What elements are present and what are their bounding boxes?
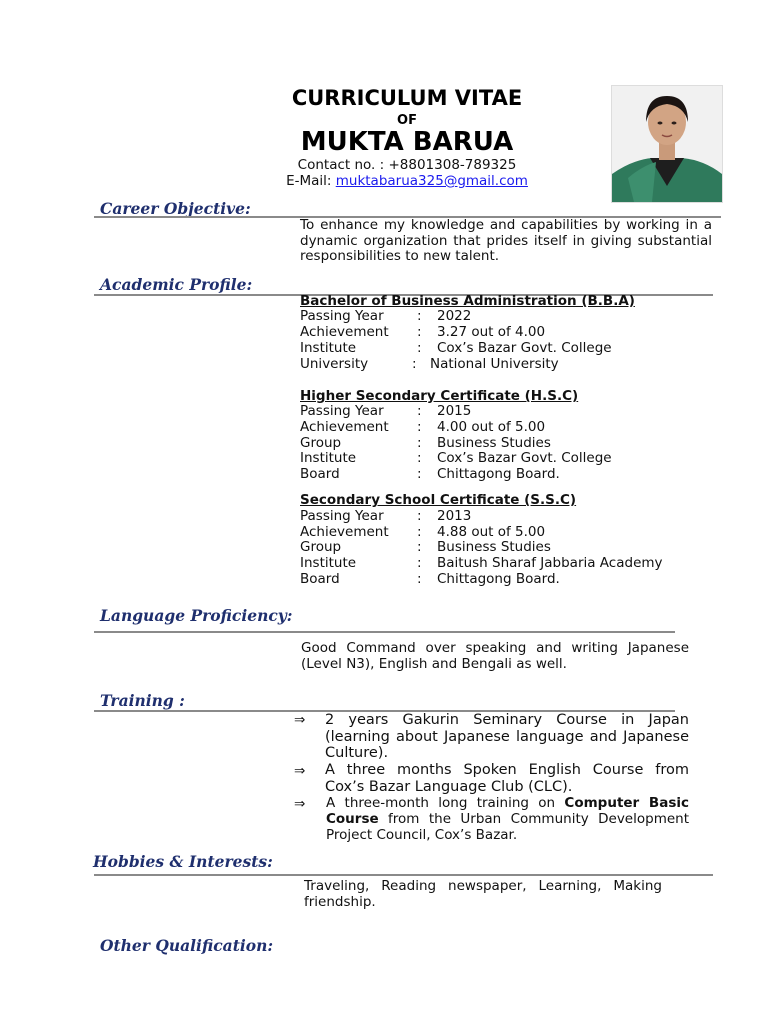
row-key: Institute [300,340,357,356]
career-objective-text: To enhance my knowledge and capabilities by working in a dynamic organization that prides itself in giving substantial responsibilities to new talent. [300,217,712,265]
row-colon: : [417,508,422,524]
applicant-name: MUKTA BARUA [300,127,514,157]
email-label: E-Mail: [286,173,336,189]
row-colon: : [417,308,422,324]
training-text: from the Urban Community Development Project Council, Cox’s Bazar. [326,810,689,843]
row-colon: : [417,524,422,540]
training-item: A three months Spoken English Course from Cox’s Bazar Language Club (CLC). [325,762,689,795]
profile-photo [611,85,723,203]
bullet-arrow-icon: ⇒ [294,763,306,779]
row-key: Passing Year [300,403,384,419]
row-key: Passing Year [300,308,384,324]
cv-title-of: OF [397,113,417,128]
row-key: Passing Year [300,508,384,524]
degree-heading: Bachelor of Business Administration (B.B.A) [300,293,635,309]
row-colon: : [417,340,422,356]
row-value: Cox’s Bazar Govt. College [437,450,612,466]
row-colon: : [417,571,422,587]
row-colon: : [417,324,422,340]
row-key: Group [300,539,342,555]
row-colon: : [417,539,422,555]
divider [94,631,675,633]
row-key: Group [300,435,342,451]
section-academic-profile: Academic Profile: [100,275,253,294]
row-value: 4.88 out of 5.00 [437,524,546,540]
degree-heading: Higher Secondary Certificate (H.S.C) [300,388,579,404]
bullet-arrow-icon: ⇒ [294,712,306,728]
row-colon: : [417,435,422,451]
row-value: 2015 [437,403,472,419]
row-value: Baitush Sharaf Jabbaria Academy [437,555,663,571]
row-key: Achievement [300,524,389,540]
row-value: Chittagong Board. [437,571,560,587]
row-key: Institute [300,555,357,571]
hobbies-text: Traveling, Reading newspaper, Learning, Making friendship. [304,878,662,910]
degree-heading: Secondary School Certificate (S.S.C) [300,492,577,508]
row-key: University [300,356,369,372]
training-item: 2 years Gakurin Seminary Course in Japan (learning about Japanese language and Japanese Culture). [325,712,689,762]
row-value: 2022 [437,308,472,324]
row-colon: : [417,450,422,466]
divider [94,874,713,876]
row-value: Business Studies [437,539,551,555]
row-colon: : [417,419,422,435]
row-key: Institute [300,450,357,466]
profile-photo-image [612,86,722,202]
row-value: Cox’s Bazar Govt. College [437,340,612,356]
row-value: Business Studies [437,435,551,451]
row-colon: : [417,466,422,482]
training-text: A three-month long training on [326,795,565,811]
training-highlight: Computer Basic Course [326,795,689,827]
section-training: Training : [100,691,185,710]
section-other-qualification: Other Qualification: [100,936,274,955]
section-hobbies: Hobbies & Interests: [93,852,273,871]
language-text: Good Command over speaking and writing Japanese (Level N3), English and Bengali as well. [301,640,689,672]
bullet-arrow-icon: ⇒ [294,796,306,812]
row-key: Achievement [300,419,389,435]
training-item [326,796,689,843]
row-colon: : [417,403,422,419]
row-value: 4.00 out of 5.00 [437,419,546,435]
row-value: 3.27 out of 4.00 [437,324,546,340]
row-key: Achievement [300,324,389,340]
contact-number: Contact no. : +8801308-789325 [297,157,517,173]
row-colon: : [412,356,417,372]
row-value: 2013 [437,508,472,524]
row-value: National University [430,356,559,372]
row-colon: : [417,555,422,571]
section-career-objective: Career Objective: [100,199,251,218]
email-line [250,173,564,189]
section-language-proficiency: Language Proficiency: [100,606,293,625]
row-key: Board [300,466,340,482]
email-link[interactable]: muktabarua325@gmail.com [335,173,528,189]
row-value: Chittagong Board. [437,466,560,482]
cv-title: CURRICULUM VITAE [291,86,523,110]
row-key: Board [300,571,340,587]
